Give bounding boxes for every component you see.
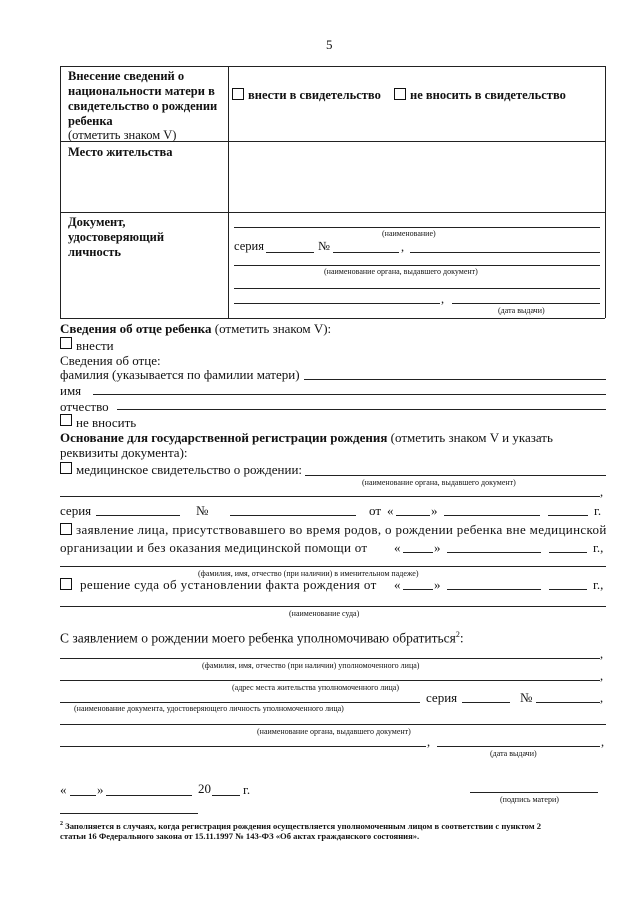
signature-day-field[interactable] [70, 795, 96, 796]
mother-signature-caption: (подпись матери) [500, 795, 559, 804]
close-quote: » [434, 577, 441, 592]
open-quote: « [394, 577, 401, 592]
statement-checkbox[interactable] [60, 523, 72, 535]
id-doc-number-label: № [318, 239, 330, 253]
father-patronymic-field[interactable] [117, 409, 606, 410]
id-doc-extra-field[interactable] [410, 252, 600, 253]
comma: , [600, 669, 604, 683]
nationality-label-line1: Внесение сведений о [68, 69, 185, 83]
signature-year-prefix: 20 [198, 781, 211, 796]
id-doc-series-label: серия [234, 239, 264, 253]
father-surname-label: фамилия (указывается по фамилии матери) [60, 367, 300, 382]
year-suffix: г. [243, 782, 251, 797]
nationality-label-line2: национальности матери в [68, 84, 215, 98]
father-name-label: имя [60, 383, 82, 398]
father-name-field[interactable] [93, 394, 606, 395]
id-doc-name-caption: (наименование) [382, 229, 436, 238]
comma: , [441, 292, 445, 306]
comma: , [600, 485, 604, 499]
include-nationality-checkbox[interactable] [232, 88, 244, 100]
comma: , [427, 735, 431, 749]
year-suffix-comma: г., [593, 540, 604, 555]
authorized-number-label: № [520, 690, 533, 705]
statement-month-field[interactable] [447, 552, 541, 553]
statement-day-field[interactable] [403, 552, 433, 553]
id-doc-issuer-field[interactable] [234, 265, 600, 266]
authorized-doc-field[interactable] [60, 702, 420, 703]
comma: , [600, 647, 604, 661]
med-cert-day-field[interactable] [396, 515, 430, 516]
father-heading: Сведения об отце ребенка (отметить знаком V): [60, 321, 332, 336]
authorized-issue-date-field[interactable] [437, 746, 600, 747]
father-exclude-label: не вносить [76, 415, 137, 430]
residence-label: Место жительства [68, 145, 173, 159]
statement-year-field[interactable] [549, 552, 587, 553]
authorized-address-caption: (адрес места жительства уполномоченного лица) [232, 683, 399, 692]
med-cert-year-field[interactable] [548, 515, 588, 516]
authorized-issue-date-caption: (дата выдачи) [490, 749, 537, 758]
open-quote: « [394, 540, 401, 555]
med-cert-number-field[interactable] [230, 515, 356, 516]
id-doc-issuer-caption: (наименование органа, выдавшего документ) [324, 267, 478, 276]
year-suffix: г. [594, 503, 602, 518]
id-doc-label-line3: личность [68, 245, 122, 259]
nationality-label-line4: ребенка [68, 114, 113, 128]
authorized-person-field[interactable] [60, 658, 600, 659]
id-doc-issuer-field-2[interactable] [234, 288, 600, 289]
authorized-series-field[interactable] [462, 702, 510, 703]
father-info-label: Сведения об отце: [60, 353, 161, 368]
med-cert-number-label: № [196, 503, 209, 518]
authorized-number-field[interactable] [536, 702, 600, 703]
basis-heading-line2: реквизиты документа): [60, 445, 188, 460]
authorized-address-field[interactable] [60, 680, 600, 681]
id-doc-issue-date-field[interactable] [452, 303, 600, 304]
footnote-separator [60, 813, 198, 814]
med-cert-from-label: от [369, 503, 382, 518]
footnote-line1: $^2$ Заполняется в случаях, когда регистрация рождения осуществляется уполномоченным лицом в соответствии с пунктом 2 [60, 820, 542, 831]
father-include-label: внести [76, 338, 114, 353]
id-doc-series-field[interactable] [266, 252, 314, 253]
authorized-person-caption: (фамилия, имя, отчество (при наличии) уполномоченного лица) [202, 661, 420, 670]
comma: , [401, 240, 405, 254]
statement-line2: организации и без оказания медицинской помощи от [60, 540, 368, 555]
court-label: решение суда об установлении факта рождения от [80, 577, 377, 592]
med-cert-series-field[interactable] [96, 515, 180, 516]
nationality-note: (отметить знаком V) [68, 128, 177, 142]
year-suffix-comma: г., [593, 577, 604, 592]
court-name-field[interactable] [60, 606, 606, 607]
med-cert-issuer-field-2[interactable] [60, 496, 600, 497]
signature-year-field[interactable] [212, 795, 240, 796]
close-quote: » [434, 540, 441, 555]
court-month-field[interactable] [447, 589, 541, 590]
med-cert-month-field[interactable] [444, 515, 540, 516]
court-day-field[interactable] [403, 589, 433, 590]
comma: , [601, 735, 605, 749]
authorization-text: С заявлением о рождении моего ребенка уполномочиваю обратиться$^2$: [60, 630, 464, 646]
id-doc-name-field[interactable] [234, 227, 600, 228]
basis-heading: Основание для государственной регистрации рождения (отметить знаком V и указать [60, 430, 553, 445]
med-cert-issuer-field[interactable] [305, 475, 606, 476]
authorized-series-label: серия [426, 690, 458, 705]
court-year-field[interactable] [549, 589, 587, 590]
exclude-nationality-checkbox[interactable] [394, 88, 406, 100]
court-checkbox[interactable] [60, 578, 72, 590]
med-cert-series-label: серия [60, 503, 92, 518]
id-doc-number-field[interactable] [333, 252, 399, 253]
open-quote: « [387, 503, 394, 518]
med-cert-label: медицинское свидетельство о рождении: [76, 462, 303, 477]
page-number: 5 [326, 37, 333, 52]
comma: , [600, 691, 604, 705]
med-cert-issuer-caption: (наименование органа, выдавшего документ) [362, 478, 516, 487]
signature-month-field[interactable] [106, 795, 192, 796]
authorized-issuer-field[interactable] [60, 724, 606, 725]
footnote-line2: статьи 16 Федерального закона от 15.11.1997 № 143-ФЗ «Об актах гражданского состояния». [60, 831, 420, 841]
open-quote: « [60, 782, 67, 797]
father-patronymic-label: отчество [60, 399, 109, 414]
exclude-nationality-label: не вносить в свидетельство [410, 88, 566, 102]
father-surname-field[interactable] [304, 379, 606, 380]
authorized-issuer-caption: (наименование органа, выдавшего документ) [257, 727, 411, 736]
mother-signature-field[interactable] [470, 792, 598, 793]
id-doc-issuer-field-3[interactable] [234, 303, 440, 304]
authorized-doc-caption: (наименование документа, удостоверяющего личность уполномоченного лица) [74, 704, 344, 713]
father-include-checkbox[interactable] [60, 337, 72, 349]
close-quote: » [97, 782, 104, 797]
nationality-label-line3: свидетельство о рождении [68, 99, 218, 113]
court-name-caption: (наименование суда) [289, 609, 360, 618]
close-quote: » [431, 503, 438, 518]
statement-person-caption: (фамилия, имя, отчество (при наличии) в именительном падеже) [198, 569, 419, 578]
include-nationality-label: внести в свидетельство [248, 88, 381, 102]
authorized-issuer-field-2[interactable] [60, 746, 426, 747]
id-doc-label-line2: удостоверяющий [68, 230, 165, 244]
med-cert-checkbox[interactable] [60, 462, 72, 474]
statement-line1: заявление лица, присутствовавшего во время родов, о рождении ребенка вне медицинской [76, 522, 607, 537]
id-doc-issue-date-caption: (дата выдачи) [498, 306, 545, 315]
father-exclude-checkbox[interactable] [60, 414, 72, 426]
id-doc-label-line1: Документ, [68, 215, 126, 229]
statement-person-field[interactable] [60, 566, 606, 567]
